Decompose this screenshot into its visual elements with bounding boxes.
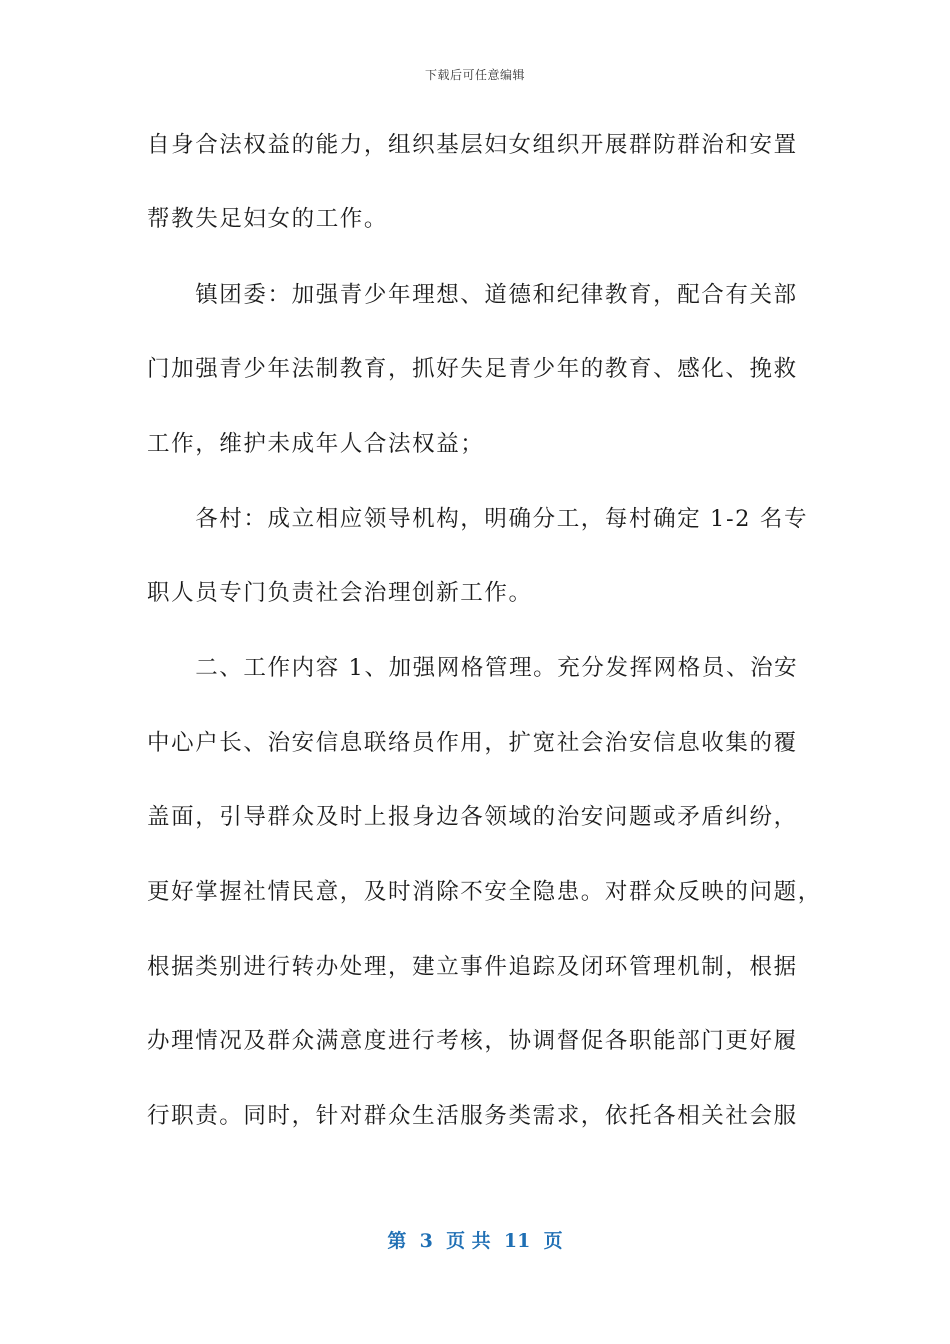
text-line: 中心户长、治安信息联络员作用，扩宽社会治安信息收集的覆	[147, 730, 798, 756]
text-line: 盖面，引导群众及时上报身边各领域的治安问题或矛盾纠纷，	[147, 804, 798, 830]
text-line: 各村：成立相应领导机构，明确分工，每村确定 1-2 名专	[147, 506, 809, 532]
text-line: 更好掌握社情民意，及时消除不安全隐患。对群众反映的问题，	[147, 879, 822, 905]
page-number-footer: 第 3 页 共 11 页	[387, 1230, 563, 1252]
text-line: 二、工作内容 1、加强网格管理。充分发挥网格员、治安	[147, 655, 799, 681]
text-line: 工作，维护未成年人合法权益；	[147, 431, 485, 457]
text-line: 门加强青少年法制教育，抓好失足青少年的教育、感化、挽救	[147, 356, 798, 382]
text-line: 自身合法权益的能力，组织基层妇女组织开展群防群治和安置	[147, 132, 798, 158]
text-line: 职人员专门负责社会治理创新工作。	[147, 580, 533, 606]
text-line: 镇团委：加强青少年理想、道德和纪律教育，配合有关部	[147, 282, 798, 308]
text-line: 帮教失足妇女的工作。	[147, 206, 389, 232]
text-line: 办理情况及群众满意度进行考核，协调督促各职能部门更好履	[147, 1028, 798, 1054]
page-header-note: 下载后可任意编辑	[424, 68, 525, 82]
text-line: 根据类别进行转办处理，建立事件追踪及闭环管理机制，根据	[147, 954, 798, 980]
text-line: 行职责。同时，针对群众生活服务类需求，依托各相关社会服	[147, 1103, 798, 1129]
